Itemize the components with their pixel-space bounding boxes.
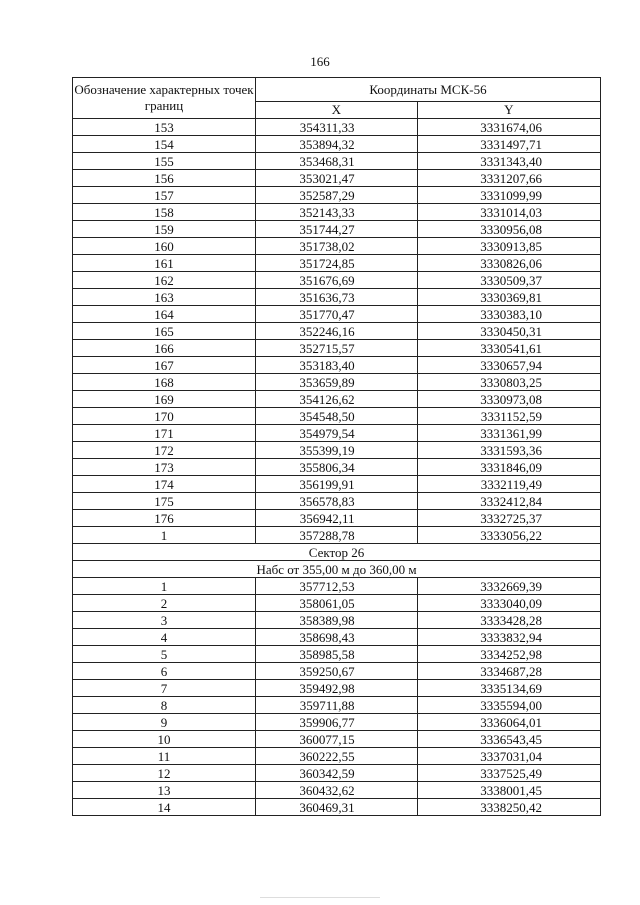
table-row (73, 442, 601, 459)
point-id-cell: 174 (73, 476, 256, 493)
y-cell: 3330973,08 (417, 391, 600, 408)
table-row (73, 306, 601, 323)
y-header: Y (417, 101, 600, 118)
x-cell: 358985,58 (255, 646, 417, 663)
x-cell: 360222,55 (255, 748, 417, 765)
y-cell: 3332119,49 (417, 476, 600, 493)
table-row (73, 748, 601, 765)
y-cell: 3337525,49 (417, 765, 600, 782)
table-row (73, 340, 601, 357)
point-id-cell: 5 (73, 646, 256, 663)
sector-subtitle: Набс от 355,00 м до 360,00 м (73, 561, 601, 578)
point-id-cell: 161 (73, 255, 256, 272)
x-cell: 359250,67 (255, 663, 417, 680)
table-row (73, 255, 601, 272)
point-id-cell: 166 (73, 340, 256, 357)
point-id-cell: 154 (73, 136, 256, 153)
x-cell: 353021,47 (255, 170, 417, 187)
table-row (73, 714, 601, 731)
table-row (73, 204, 601, 221)
y-cell: 3333056,22 (417, 527, 600, 544)
point-id-cell: 6 (73, 663, 256, 680)
x-cell: 351724,85 (255, 255, 417, 272)
table-row (73, 289, 601, 306)
y-cell: 3331361,99 (417, 425, 600, 442)
table-row (73, 119, 601, 136)
y-cell: 3331674,06 (417, 119, 600, 136)
point-id-cell: 1 (73, 527, 256, 544)
point-id-cell: 14 (73, 799, 256, 816)
x-cell: 358389,98 (255, 612, 417, 629)
table-row (73, 425, 601, 442)
x-header: X (255, 101, 417, 118)
point-id-cell: 159 (73, 221, 256, 238)
x-cell: 351744,27 (255, 221, 417, 238)
y-cell: 3330913,85 (417, 238, 600, 255)
point-id-cell: 4 (73, 629, 256, 646)
y-cell: 3331014,03 (417, 204, 600, 221)
table-row (73, 612, 601, 629)
point-id-cell: 12 (73, 765, 256, 782)
y-cell: 3331152,59 (417, 408, 600, 425)
y-cell: 3331846,09 (417, 459, 600, 476)
point-id-cell: 171 (73, 425, 256, 442)
y-cell: 3332412,84 (417, 493, 600, 510)
x-cell: 351636,73 (255, 289, 417, 306)
x-cell: 360432,62 (255, 782, 417, 799)
point-id-cell: 13 (73, 782, 256, 799)
x-cell: 353183,40 (255, 357, 417, 374)
table-row (73, 697, 601, 714)
x-cell: 353659,89 (255, 374, 417, 391)
x-cell: 358061,05 (255, 595, 417, 612)
y-cell: 3333428,28 (417, 612, 600, 629)
y-cell: 3333832,94 (417, 629, 600, 646)
point-id-cell: 169 (73, 391, 256, 408)
point-id-cell: 172 (73, 442, 256, 459)
x-cell: 357288,78 (255, 527, 417, 544)
y-cell: 3332725,37 (417, 510, 600, 527)
x-cell: 354126,62 (255, 391, 417, 408)
x-cell: 353894,32 (255, 136, 417, 153)
x-cell: 356942,11 (255, 510, 417, 527)
y-cell: 3331207,66 (417, 170, 600, 187)
table-row (73, 459, 601, 476)
x-cell: 352246,16 (255, 323, 417, 340)
y-cell: 3330657,94 (417, 357, 600, 374)
point-id-cell: 173 (73, 459, 256, 476)
x-cell: 351770,47 (255, 306, 417, 323)
x-cell: 352143,33 (255, 204, 417, 221)
table-row (73, 629, 601, 646)
x-cell: 355806,34 (255, 459, 417, 476)
point-id-cell: 160 (73, 238, 256, 255)
x-cell: 359906,77 (255, 714, 417, 731)
coords-label-header: Координаты МСК-56 (255, 78, 600, 102)
y-cell: 3330803,25 (417, 374, 600, 391)
y-cell: 3330450,31 (417, 323, 600, 340)
table-row (73, 153, 601, 170)
table-row (73, 680, 601, 697)
header-row (73, 78, 601, 102)
point-id-cell: 164 (73, 306, 256, 323)
point-id-cell: 167 (73, 357, 256, 374)
point-id-cell: 8 (73, 697, 256, 714)
y-cell: 3331593,36 (417, 442, 600, 459)
y-cell: 3334252,98 (417, 646, 600, 663)
x-cell: 356578,83 (255, 493, 417, 510)
point-id-cell: 176 (73, 510, 256, 527)
table-row (73, 646, 601, 663)
table-row (73, 136, 601, 153)
point-id-cell: 163 (73, 289, 256, 306)
point-id-cell: 10 (73, 731, 256, 748)
point-id-cell: 175 (73, 493, 256, 510)
table-row (73, 357, 601, 374)
table-row (73, 374, 601, 391)
y-cell: 3336064,01 (417, 714, 600, 731)
y-cell: 3331099,99 (417, 187, 600, 204)
x-cell: 358698,43 (255, 629, 417, 646)
x-cell: 359492,98 (255, 680, 417, 697)
point-id-cell: 155 (73, 153, 256, 170)
x-cell: 359711,88 (255, 697, 417, 714)
coordinates-table (72, 77, 601, 816)
y-cell: 3332669,39 (417, 578, 600, 595)
x-cell: 360342,59 (255, 765, 417, 782)
x-cell: 352715,57 (255, 340, 417, 357)
table-row (73, 476, 601, 493)
y-cell: 3330956,08 (417, 221, 600, 238)
y-cell: 3331497,71 (417, 136, 600, 153)
x-cell: 351738,02 (255, 238, 417, 255)
y-cell: 3331343,40 (417, 153, 600, 170)
x-cell: 354979,54 (255, 425, 417, 442)
table-row (73, 765, 601, 782)
y-cell: 3338001,45 (417, 782, 600, 799)
x-cell: 354311,33 (255, 119, 417, 136)
y-cell: 3330369,81 (417, 289, 600, 306)
table-row (73, 323, 601, 340)
page-number: 166 (310, 54, 330, 69)
point-id-cell: 7 (73, 680, 256, 697)
point-id-cell: 157 (73, 187, 256, 204)
table-row (73, 221, 601, 238)
point-id-cell: 170 (73, 408, 256, 425)
point-id-cell: 153 (73, 119, 256, 136)
point-id-cell: 11 (73, 748, 256, 765)
table-row (73, 391, 601, 408)
x-cell: 352587,29 (255, 187, 417, 204)
point-id-cell: 2 (73, 595, 256, 612)
y-cell: 3337031,04 (417, 748, 600, 765)
table-row (73, 272, 601, 289)
x-cell: 351676,69 (255, 272, 417, 289)
x-cell: 355399,19 (255, 442, 417, 459)
x-cell: 354548,50 (255, 408, 417, 425)
point-id-cell: 158 (73, 204, 256, 221)
point-id-cell: 162 (73, 272, 256, 289)
point-id-cell: 1 (73, 578, 256, 595)
table-row (73, 799, 601, 816)
table-row (73, 510, 601, 527)
y-cell: 3330541,61 (417, 340, 600, 357)
y-cell: 3330383,10 (417, 306, 600, 323)
point-id-cell: 3 (73, 612, 256, 629)
table-row (73, 527, 601, 544)
y-cell: 3336543,45 (417, 731, 600, 748)
scan-edge-mark (260, 897, 380, 898)
table-row (73, 170, 601, 187)
y-cell: 3334687,28 (417, 663, 600, 680)
y-cell: 3335594,00 (417, 697, 600, 714)
sector-title-row (73, 544, 601, 561)
y-cell: 3335134,69 (417, 680, 600, 697)
table-row (73, 731, 601, 748)
table-row (73, 187, 601, 204)
x-cell: 360077,15 (255, 731, 417, 748)
y-cell: 3330826,06 (417, 255, 600, 272)
y-cell: 3338250,42 (417, 799, 600, 816)
table-row (73, 663, 601, 680)
sector-title: Сектор 26 (73, 544, 601, 561)
point-id-cell: 168 (73, 374, 256, 391)
table-row (73, 595, 601, 612)
table-row (73, 408, 601, 425)
point-label-header: Обозначение характерных точек границ (73, 78, 256, 119)
point-id-cell: 156 (73, 170, 256, 187)
point-id-cell: 9 (73, 714, 256, 731)
y-cell: 3330509,37 (417, 272, 600, 289)
table-row (73, 493, 601, 510)
table-row (73, 782, 601, 799)
x-cell: 353468,31 (255, 153, 417, 170)
x-cell: 360469,31 (255, 799, 417, 816)
x-cell: 356199,91 (255, 476, 417, 493)
y-cell: 3333040,09 (417, 595, 600, 612)
x-cell: 357712,53 (255, 578, 417, 595)
table-row (73, 578, 601, 595)
point-id-cell: 165 (73, 323, 256, 340)
sector-subtitle-row (73, 561, 601, 578)
table-row (73, 238, 601, 255)
